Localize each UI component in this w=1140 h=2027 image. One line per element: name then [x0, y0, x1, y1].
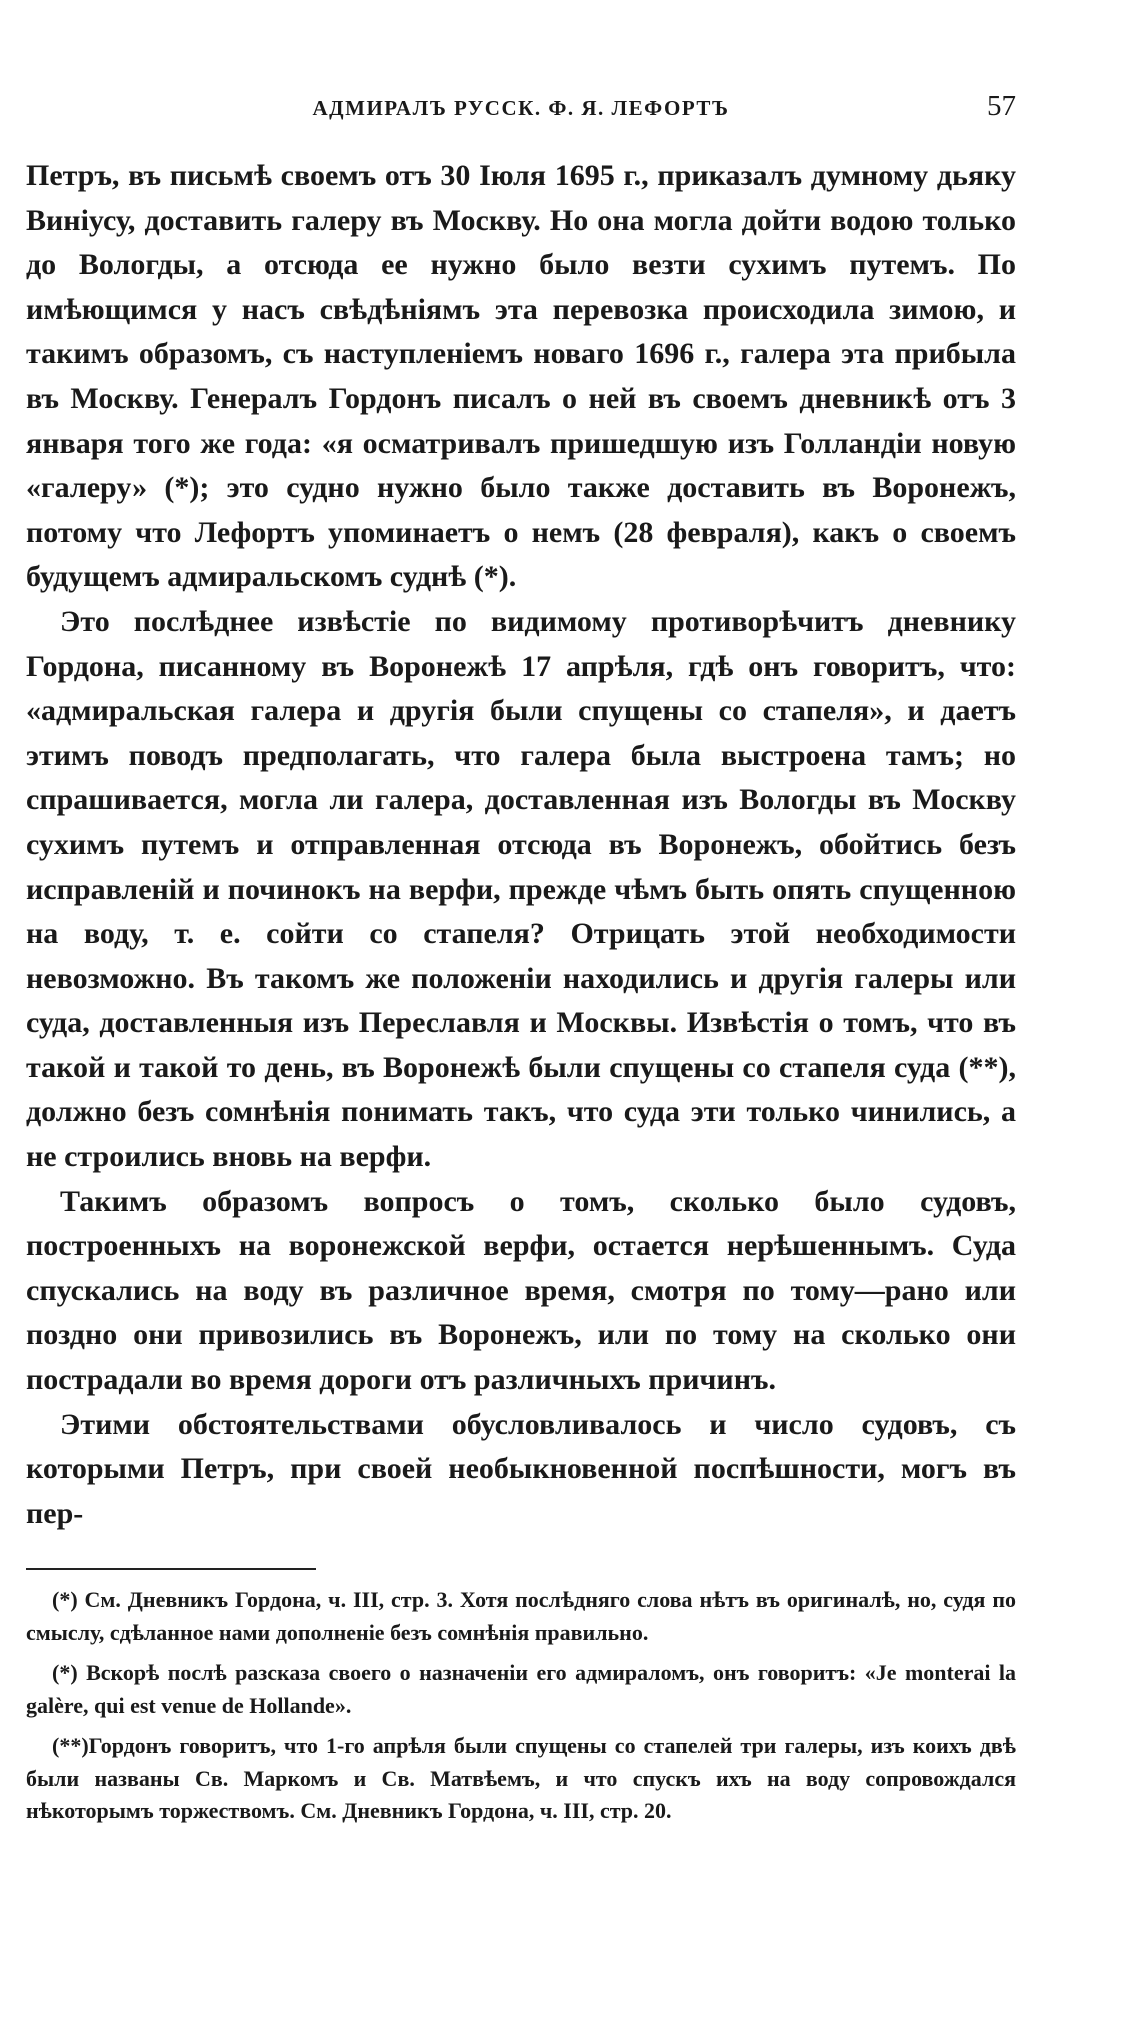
- main-text: [26, 154, 1016, 1536]
- running-title: АДМИРАЛЪ РУССК. Ф. Я. ЛЕФОРТЪ: [312, 96, 730, 120]
- footnote: (*) См. Дневникъ Гордона, ч. III, стр. 3. Хотя послѣдняго слова нѣтъ въ оригиналѣ, но, судя по смыслу, сдѣланное нами дополненіе безъ сомнѣнія правильно.: [26, 1587, 1016, 1645]
- page-header: [26, 88, 1016, 148]
- paragraph: Такимъ образомъ вопросъ о томъ, сколько было судовъ, построенныхъ на воронежской верфи, остается нерѣшеннымъ. Суда спускались на воду въ различное время, смотря по тому—рано или поздно они привозились въ Воронежъ, или по тому на сколько они пострадали во время дороги отъ различныхъ причинъ.: [26, 1184, 1016, 1397]
- footnotes: [26, 1584, 1016, 1828]
- footnote-divider: [26, 1568, 316, 1570]
- footnote: (**)Гордонъ говоритъ, что 1-го апрѣля были спущены со стапелей три галеры, изъ коихъ двѣ были названы Св. Маркомъ и Св. Матвѣемъ, и что спускъ ихъ на воду сопровождался нѣкоторымъ торжествомъ. См. Дневникъ Гордона, ч. III, стр. 20.: [26, 1733, 1016, 1824]
- footnote: (*) Вскорѣ послѣ разсказа своего о назначеніи его адмираломъ, онъ говоритъ: «Je monterai la galère, qui est venue de Hollande».: [26, 1660, 1016, 1718]
- book-page: [26, 0, 1016, 1836]
- paragraph: Этими обстоятельствами обусловливалось и число судовъ, съ которыми Петръ, при своей необыкновенной поспѣшности, могъ въ пер-: [26, 1407, 1016, 1530]
- paragraph: Это послѣднее извѣстіе по видимому противорѣчитъ дневнику Гордона, писанному въ Воронежѣ 17 апрѣля, гдѣ онъ говоритъ, что: «адмиральская галера и другія были спущены со стапеля», и даетъ этимъ поводъ предполагать, что галера была выстроена тамъ; но спрашивается, могла ли галера, доставленная изъ Вологды въ Москву сухимъ путемъ и отправленная отсюда въ Воронежъ, обойтись безъ исправленій и починокъ на верфи, прежде чѣмъ быть опять спущенною на воду, т. е. сойти со стапеля? Отрицать этой необходимости невозможно. Въ такомъ же положеніи находились и другія галеры или суда, доставленныя изъ Переславля и Москвы. Извѣстія о томъ, что въ такой и такой то день, въ Воронежѣ были спущены со стапеля суда (**), должно безъ сомнѣнія понимать такъ, что суда эти только чинились, а не строились вновь на верфи.: [26, 604, 1016, 1174]
- page-number: 57: [987, 90, 1016, 122]
- paragraph: Петръ, въ письмѣ своемъ отъ 30 Іюля 1695 г., приказалъ думному дьяку Виніусу, доставить галеру въ Москву. Но она могла дойти водою только до Вологды, а отсюда ее нужно было везти сухимъ путемъ. По имѣющимся у насъ свѣдѣніямъ эта перевозка происходила зимою, и такимъ образомъ, съ наступленіемъ новаго 1696 г., галера эта прибыла въ Москву. Генералъ Гордонъ писалъ о ней въ своемъ дневникѣ отъ 3 января того же года: «я осматривалъ пришедшую изъ Голландіи новую «галеру» (*); это судно нужно было также доставить въ Воронежъ, потому что Лефортъ упоминаетъ о немъ (28 февраля), какъ о своемъ будущемъ адмиральскомъ суднѣ (*).: [26, 159, 1016, 594]
